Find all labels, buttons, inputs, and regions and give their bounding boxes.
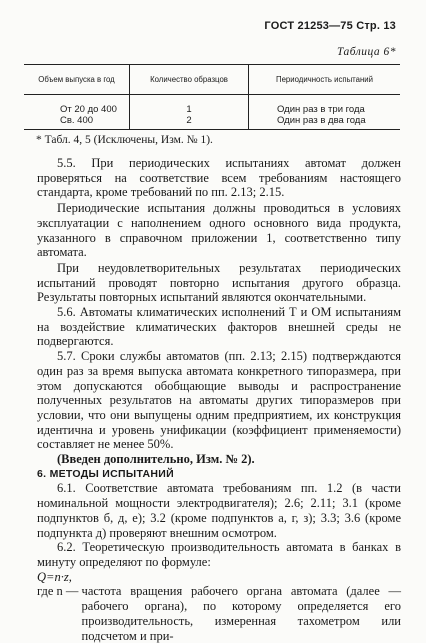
document-body xyxy=(37,156,401,643)
page-header: ГОСТ 21253—75 Стр. 13 xyxy=(264,20,396,32)
paragraph-5-7: 5.7. Сроки службы автоматов (пп. 2.13; 2.15) подтверждаются один раз за время выпуска автомата конкретного типоразмера, при этом допускаются обобщающие выводы и распространение полученных результатов на автоматы других типоразмеров при условии, что они выпущены одним предприятием, их конструкция идентична и уровень унификации (коэффициент применяемости) составляет не менее 50%. xyxy=(37,349,401,452)
formula-legend xyxy=(37,584,401,643)
paragraph-5-5: 5.5. При периодических испытаниях автомат должен проверяться на соответствие всем требованиям настоящего стандарта, кроме требований по пп. 2.13; 2.15. xyxy=(37,156,401,200)
formula-legend-symbol: где n — xyxy=(37,584,79,599)
formula-legend-text: частота вращения рабочего органа автомата (далее — рабочего органа), по которому определяется его производительность, измеренная тахометром или подсчетом и при- xyxy=(81,584,401,643)
paragraph-5-6: 5.6. Автоматы климатических исполнений Т и ОМ испытаниям на воздействие климатических факторов внешней среды не подвергаются. xyxy=(37,305,401,349)
paragraph-6-2: 6.2. Теоретическую производительность автомата в банках в минуту определяют по формуле: xyxy=(37,540,401,569)
formula: Q=n·z, xyxy=(37,569,72,584)
table-header-periodicity: Периодичность испытаний xyxy=(249,65,401,95)
paragraph-5-5-repeat: При неудовлетворительных результатах периодических испытаний проводят повторно испытания другого образца. Результаты повторных испытаний являются окончательными. xyxy=(37,260,401,305)
table-header-samples: Количество образцов xyxy=(130,65,249,95)
table-header-volume: Объем выпуска в год xyxy=(24,65,130,95)
paragraph-6-1: 6.1. Соответствие автомата требованиям пп. 1.2 (в части номинальной мощности электродвигателя); 2.6; 2.11; 3.1 (кроме подпунктов б, д, е); 3.2 (кроме подпунктов а, г, з); 3.3; 3.6 (кроме подпункта д) проверяют внешним осмотром. xyxy=(37,481,401,540)
table-footnote: * Табл. 4, 5 (Исключены, Изм. № 1). xyxy=(36,134,213,146)
table-cell-periodicity: Один раз в два года xyxy=(249,116,401,130)
table-cell-samples: 2 xyxy=(130,116,249,130)
table-cell-samples: 1 xyxy=(130,95,249,116)
amendment-note: (Введен дополнительно, Изм. № 2). xyxy=(57,452,255,467)
periodicity-table xyxy=(24,64,400,130)
table-cell-volume: От 20 до 400 xyxy=(60,104,117,115)
paragraph-5-5-periodic: Периодические испытания должны проводиться в условиях эксплуатации с наполнением одного основного вида продукта, указанного в справочном приложении 1, соответственно типу автомата. xyxy=(37,201,401,260)
table-row xyxy=(24,116,400,130)
table-caption: Таблица 6* xyxy=(336,46,396,58)
table-cell-periodicity: Один раз в три года xyxy=(249,95,401,116)
table-cell-volume: Св. 400 xyxy=(24,116,130,130)
section-title: 6. МЕТОДЫ ИСПЫТАНИЙ xyxy=(37,467,174,480)
table-row xyxy=(24,95,400,116)
